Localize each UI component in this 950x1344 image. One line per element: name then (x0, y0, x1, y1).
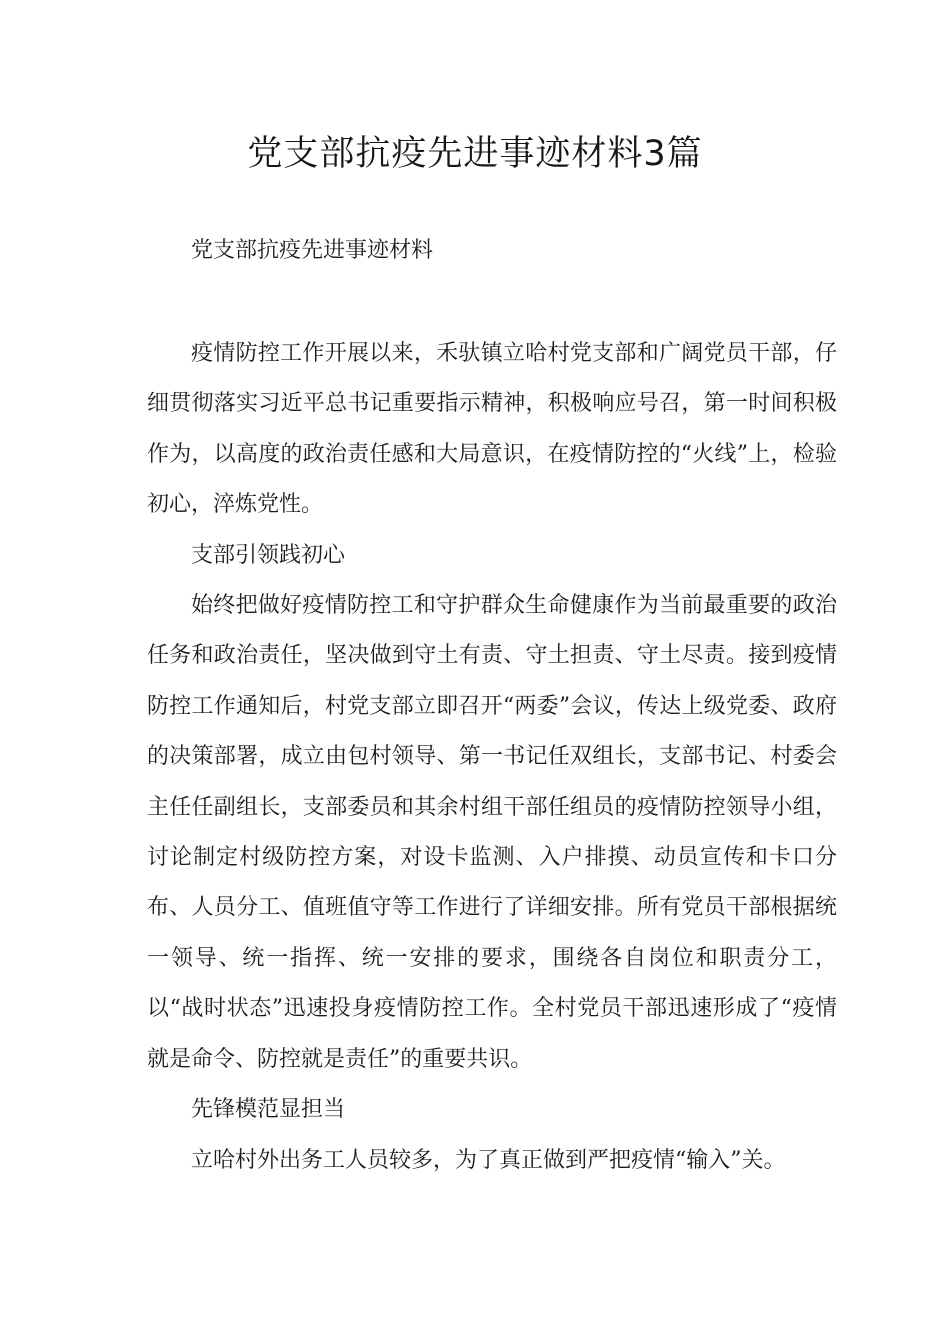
vanguard-paragraph: 立哈村外出务工人员较多，为了真正做到严把疫情“输入”关。 (191, 1147, 786, 1173)
branch-leads-paragraph: 始终把做好疫情防控工和守护群众生命健康作为当前最重要的政治任务和政治责任，坚决做到守土有责、守土担责、守土尽责。接到疫情防控工作通知后，村党支部立即召开“两委”会议，传达上级党委、政府的决策部署，成立由包村领导、第一书记任双组长，支部书记、村委会主任任副组长，支部委员和其余村组干部任组员的疫情防控领导小组，讨论制定村级防控方案，对设卡监测、入户排摸、动员宣传和卡口分布、人员分工、值班值守等工作进行了详细安排。所有党员干部根据统一领导、统一指挥、统一安排的要求，围绕各自岗位和职责分工，以“战时状态”迅速投身疫情防控工作。全村党员干部迅速形成了“疫情就是命令、防控就是责任”的重要共识。 (147, 593, 837, 1072)
section-heading-branch-leads: 支部引领践初心 (191, 542, 346, 568)
document-title: 党支部抗疫先进事迹材料3篇 (247, 134, 703, 174)
document-body (147, 329, 837, 1186)
intro-paragraph: 疫情防控工作开展以来，禾驮镇立哈村党支部和广阔党员干部，仔细贯彻落实习近平总书记重要指示精神，积极响应号召，第一时间积极作为，以高度的政治责任感和大局意识，在疫情防控的“火线”上，检验初心，淬炼党性。 (147, 341, 837, 518)
document-subtitle: 党支部抗疫先进事迹材料 (191, 238, 434, 263)
section-heading-vanguard: 先锋模范显担当 (191, 1097, 346, 1123)
